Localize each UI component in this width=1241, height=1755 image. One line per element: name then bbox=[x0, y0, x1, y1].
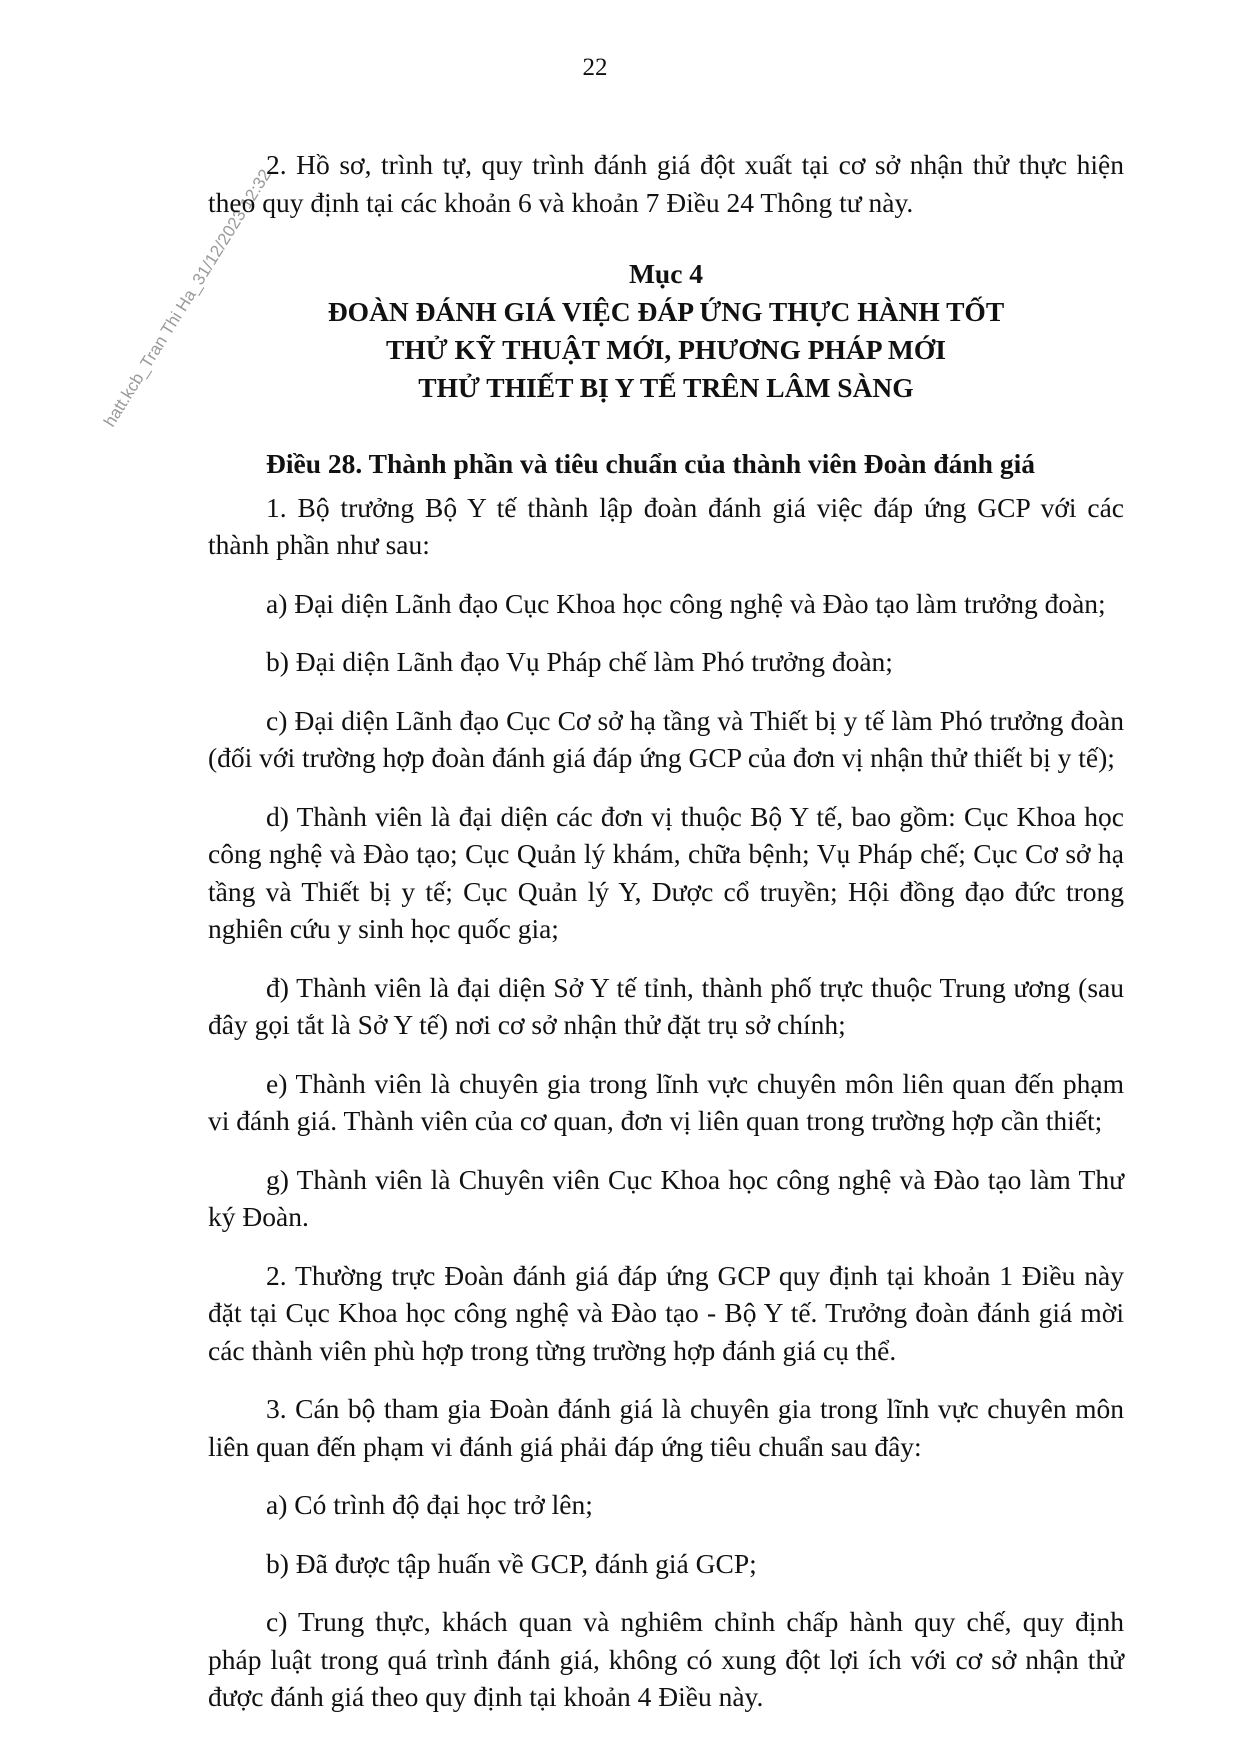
article-paragraph: 3. Cán bộ tham gia Đoàn đánh giá là chuyên gia trong lĩnh vực chuyên môn liên quan đến phạm vi đánh giá phải đáp ứng tiêu chuẩn sau đây: bbox=[208, 1393, 1124, 1462]
section-label: Mục 4 bbox=[628, 258, 704, 289]
section-title-line: THỬ THIẾT BỊ Y TẾ TRÊN LÂM SÀNG bbox=[418, 372, 914, 403]
article-paragraph: e) Thành viên là chuyên gia trong lĩnh vực chuyên môn liên quan đến phạm vi đánh giá. Thành viên của cơ quan, đơn vị liên quan trong trường hợp cần thiết; bbox=[208, 1067, 1124, 1136]
section-title-line: THỬ KỸ THUẬT MỚI, PHƯƠNG PHÁP MỚI bbox=[386, 334, 946, 365]
watermark: hatt.kcb_Tran Thi Ha_31/12/2023 12:32 bbox=[100, 165, 275, 431]
article-paragraph: b) Đã được tập huấn về GCP, đánh giá GCP; bbox=[266, 1547, 757, 1579]
article-paragraph: a) Có trình độ đại học trở lên; bbox=[266, 1489, 593, 1520]
page-number: 22 bbox=[582, 54, 608, 81]
article-paragraph: c) Đại diện Lãnh đạo Cục Cơ sở hạ tầng và Thiết bị y tế làm Phó trưởng đoàn (đối với trường hợp đoàn đánh giá đáp ứng GCP của đơn vị nhận thử thiết bị y tế); bbox=[208, 704, 1124, 773]
document-body bbox=[208, 146, 1124, 1737]
paragraph-top: 2. Hồ sơ, trình tự, quy trình đánh giá đột xuất tại cơ sở nhận thử thực hiện theo quy định tại các khoản 6 và khoản 7 Điều 24 Thông tư này. bbox=[208, 149, 1124, 218]
section-title-line: ĐOÀN ĐÁNH GIÁ VIỆC ĐÁP ỨNG THỰC HÀNH TỐT bbox=[327, 296, 1005, 327]
section-heading bbox=[208, 255, 1124, 407]
article-paragraph: đ) Thành viên là đại diện Sở Y tế tỉnh, thành phố trực thuộc Trung ương (sau đây gọi tắt là Sở Y tế) nơi cơ sở nhận thử đặt trụ sở chính; bbox=[208, 971, 1124, 1040]
article-paragraph: g) Thành viên là Chuyên viên Cục Khoa học công nghệ và Đào tạo làm Thư ký Đoàn. bbox=[208, 1163, 1124, 1232]
article-paragraph: a) Đại diện Lãnh đạo Cục Khoa học công nghệ và Đào tạo làm trưởng đoàn; bbox=[266, 587, 1106, 619]
article-paragraph: 2. Thường trực Đoàn đánh giá đáp ứng GCP quy định tại khoản 1 Điều này đặt tại Cục Khoa học công nghệ và Đào tạo - Bộ Y tế. Trưởng đoàn đánh giá mời các thành viên phù hợp trong từng trường hợp đánh giá cụ thể. bbox=[208, 1259, 1124, 1366]
article-title: Điều 28. Thành phần và tiêu chuẩn của thành viên Đoàn đánh giá bbox=[266, 448, 1035, 479]
article-paragraph: 1. Bộ trưởng Bộ Y tế thành lập đoàn đánh giá việc đáp ứng GCP với các thành phần như sau: bbox=[208, 491, 1124, 560]
article-paragraph: b) Đại diện Lãnh đạo Vụ Pháp chế làm Phó trưởng đoàn; bbox=[266, 646, 893, 677]
article-paragraph: c) Trung thực, khách quan và nghiêm chỉnh chấp hành quy chế, quy định pháp luật trong quá trình đánh giá, không có xung đột lợi ích với cơ sở nhận thử được đánh giá theo quy định tại khoản 4 Điều này. bbox=[208, 1606, 1124, 1712]
article-paragraph: d) Thành viên là đại diện các đơn vị thuộc Bộ Y tế, bao gồm: Cục Khoa học công nghệ và Đào tạo; Cục Quản lý khám, chữa bệnh; Vụ Pháp chế; Cục Cơ sở hạ tầng và Thiết bị y tế; Cục Quản lý Y, Dược cổ truyền; Hội đồng đạo đức trong nghiên cứu y sinh học quốc gia; bbox=[208, 800, 1124, 944]
